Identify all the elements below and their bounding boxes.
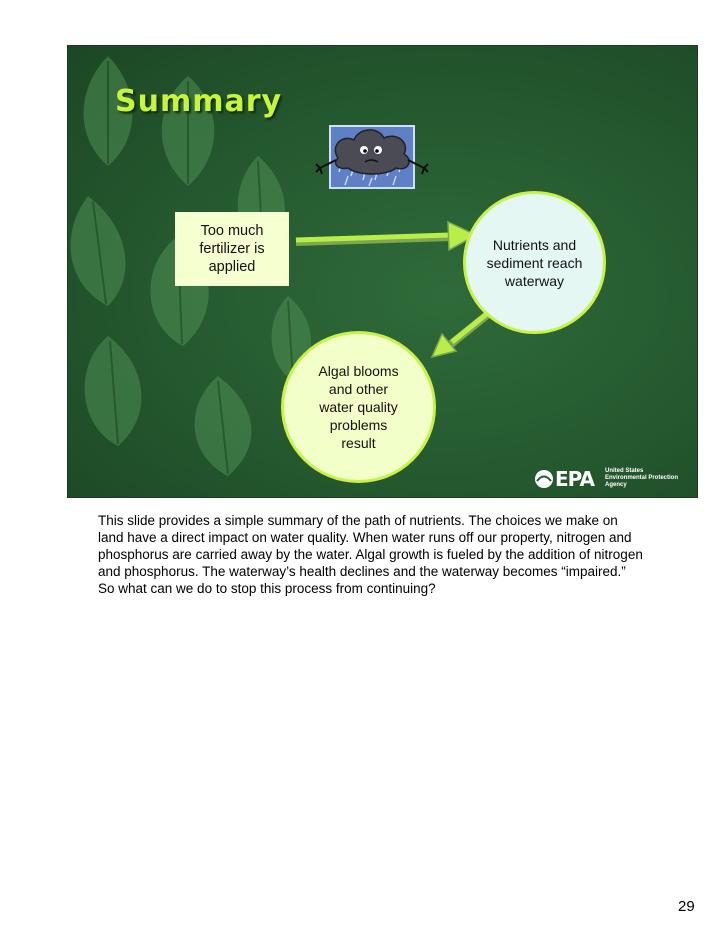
nutrients-circle [463,191,606,334]
nutrients-circle-text: Nutrients and sediment reach waterway [486,236,583,289]
algal-circle-text: Algal blooms and other water quality problems result [318,363,399,451]
slide [67,45,698,498]
algal-blooms-circle [281,331,436,483]
page-number: 29 [678,898,695,915]
epa-logo-line-1: United States [605,468,644,474]
epa-logo-text: EPA [555,467,594,491]
epa-logo-line-3: Agency [605,482,627,488]
epa-logo-line-2: Environmental Protection [605,475,679,481]
arrow-right-icon [296,222,476,250]
speaker-notes: This slide provides a simple summary of the path of nutrients. The choices we make on land have a direct impact on water quality. When water runs off our property, nitrogen and phosphorus are carried away by the water. Algal growth is fueled by the addition of nitrogen and phosphorus. The waterway’s health declines and the waterway becomes “impaired.” So what can we do to stop this process from continuing? [98,513,643,596]
epa-logo [533,466,693,492]
fertilizer-box: Too much fertilizer is applied [175,212,289,286]
slide-title: Summary [115,84,283,119]
